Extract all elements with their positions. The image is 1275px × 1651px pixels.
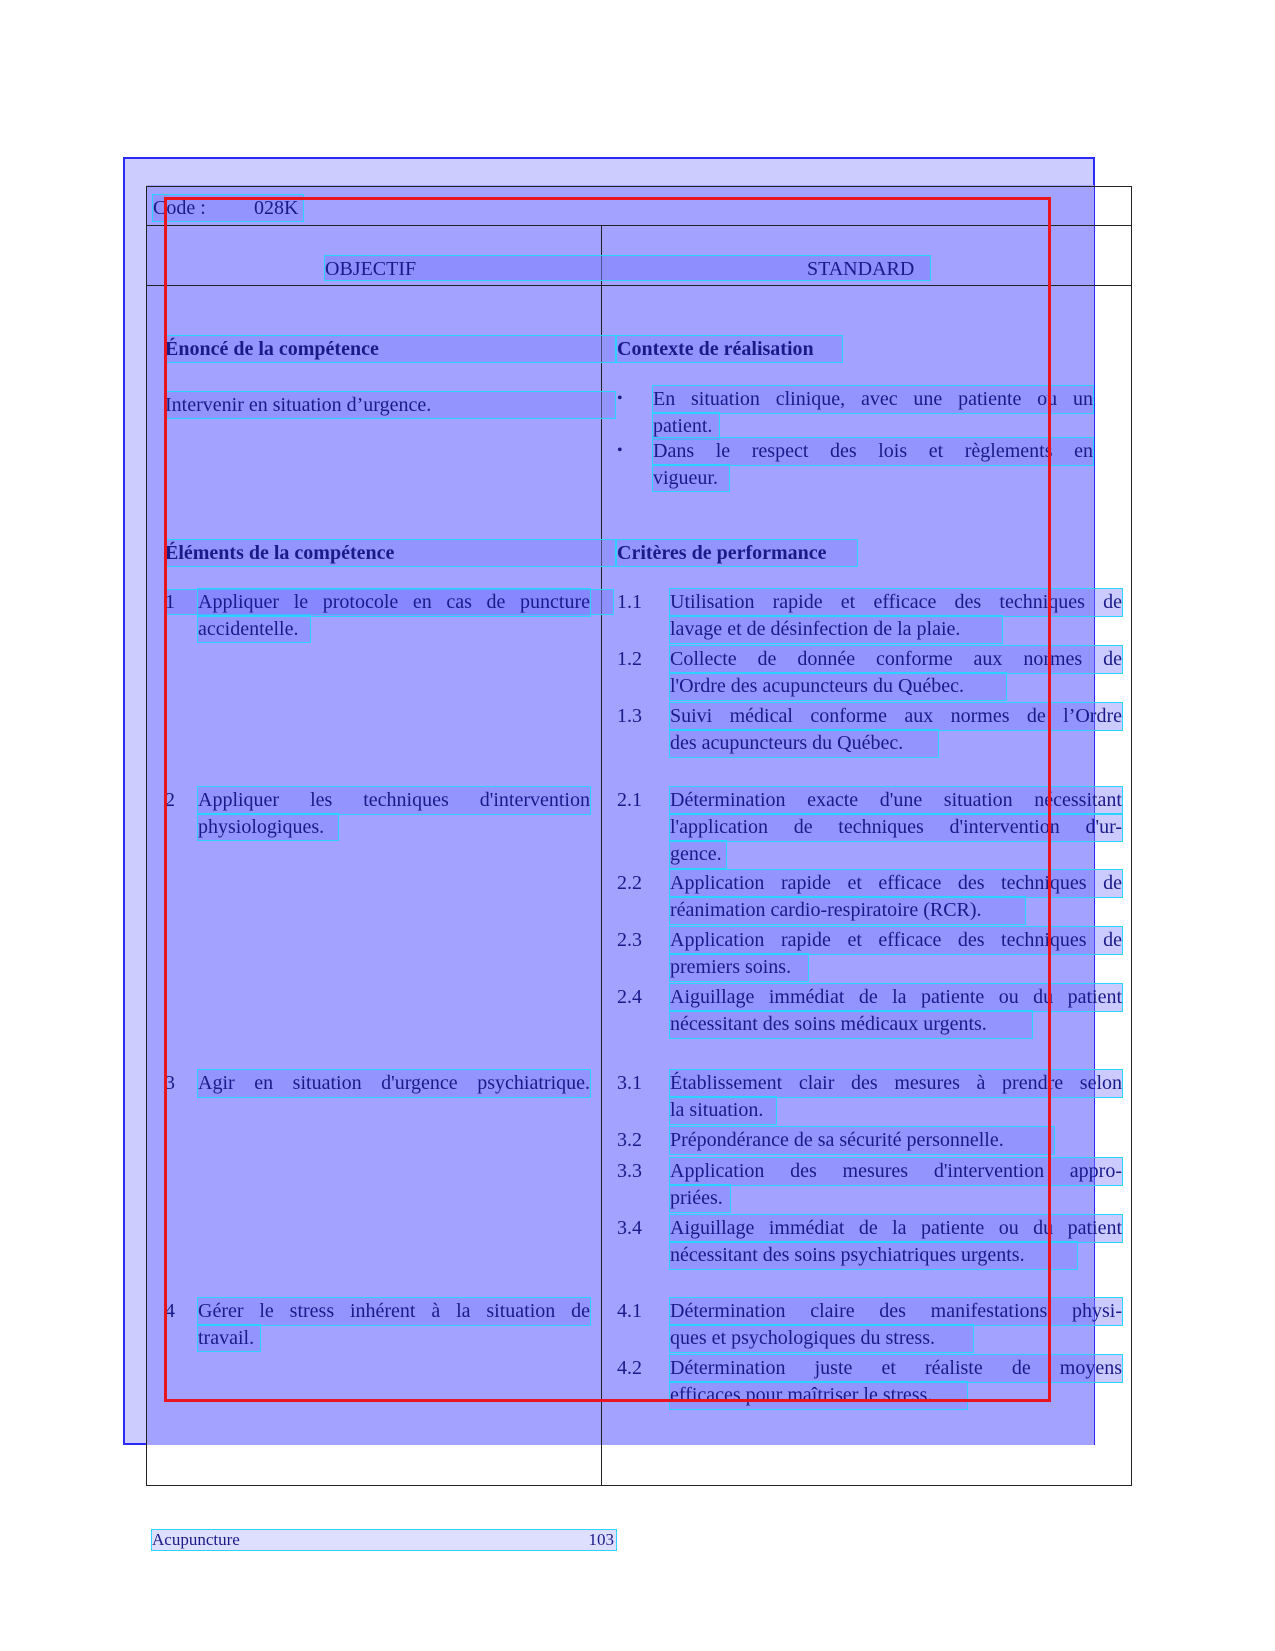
criterion-3-1-line-2: la situation. <box>670 1097 776 1124</box>
contexte-item-2-line-2: vigueur. <box>653 465 729 492</box>
highlight-region <box>164 197 1051 1402</box>
criterion-1-2-line-1: Collecte de donnée conforme aux normes de <box>670 646 1122 673</box>
contexte-bullet-2: • <box>617 442 623 459</box>
element-4-line-2: travail. <box>198 1325 260 1352</box>
element-1-number: 1 <box>165 591 175 613</box>
criterion-1-3-number: 1.3 <box>617 705 642 727</box>
criterion-3-4-number: 3.4 <box>617 1217 642 1239</box>
criterion-4-2-line-1: Détermination juste et réaliste de moyens <box>670 1355 1122 1382</box>
enonce-text: Intervenir en situation d’urgence. <box>165 392 615 418</box>
criterion-2-2-line-2: réanimation cardio-respiratoire (RCR). <box>670 897 1025 924</box>
criterion-4-2-line-2: efficaces pour maîtriser le stress. <box>670 1382 967 1409</box>
criterion-3-4-line-2: nécessitant des soins psychiatriques urgents. <box>670 1242 1077 1269</box>
criterion-1-2-line-2: l'Ordre des acupuncteurs du Québec. <box>670 673 1006 700</box>
criterion-2-4-line-1: Aiguillage immédiat de la patiente ou du patient <box>670 984 1122 1011</box>
criterion-2-4-line-2: nécessitant des soins médicaux urgents. <box>670 1011 1032 1038</box>
criterion-4-2-number: 4.2 <box>617 1357 642 1379</box>
criterion-3-3-line-1: Application des mesures d'intervention appro- <box>670 1158 1122 1185</box>
criterion-2-3-line-1: Application rapide et efficace des techniques de <box>670 927 1122 954</box>
criterion-2-2-number: 2.2 <box>617 872 642 894</box>
element-2-line-1: Appliquer les techniques d'intervention <box>198 787 590 814</box>
criterion-2-1-line-3: gence. <box>670 841 726 868</box>
element-4-line-1: Gérer le stress inhérent à la situation de <box>198 1298 590 1325</box>
criterion-3-2-number: 3.2 <box>617 1129 642 1151</box>
element-1-line-1: Appliquer le protocole en cas de puncture <box>198 589 590 616</box>
contexte-title: Contexte de réalisation <box>617 336 842 362</box>
criterion-1-1-number: 1.1 <box>617 591 642 613</box>
criterion-3-3-line-2: priées. <box>670 1185 730 1212</box>
criterion-4-1-number: 4.1 <box>617 1300 642 1322</box>
contexte-bullet-1: • <box>617 390 623 407</box>
element-3-number: 3 <box>165 1072 175 1094</box>
criterion-3-4-line-1: Aiguillage immédiat de la patiente ou du patient <box>670 1215 1122 1242</box>
enonce-title: Énoncé de la compétence <box>165 336 615 362</box>
contexte-item-2-line-1: Dans le respect des lois et règlements en <box>653 438 1093 465</box>
criterion-3-2-line-1: Prépondérance de sa sécurité personnelle. <box>670 1127 1054 1154</box>
criterion-2-1-number: 2.1 <box>617 789 642 811</box>
elements-title: Éléments de la compétence <box>165 540 615 566</box>
code-value: 028K <box>254 197 299 219</box>
criterion-1-3-line-2: des acupuncteurs du Québec. <box>670 730 938 757</box>
criterion-2-3-number: 2.3 <box>617 929 642 951</box>
criterion-1-1-line-1: Utilisation rapide et efficace des techniques de <box>670 589 1122 616</box>
criterion-1-2-number: 1.2 <box>617 648 642 670</box>
element-3-line-1: Agir en situation d'urgence psychiatrique. <box>198 1070 590 1097</box>
element-4-number: 4 <box>165 1300 175 1322</box>
criterion-4-1-line-2: ques et psychologiques du stress. <box>670 1325 973 1352</box>
criterion-2-1-line-2: l'application de techniques d'intervention d'ur- <box>670 814 1122 841</box>
page-footer <box>152 1530 616 1550</box>
standard-header: STANDARD <box>807 258 915 280</box>
criterion-3-3-number: 3.3 <box>617 1160 642 1182</box>
criterion-1-3-line-1: Suivi médical conforme aux normes de l’Ordre <box>670 703 1122 730</box>
page-number: 103 <box>588 1530 614 1549</box>
element-2-line-2: physiologiques. <box>198 814 338 841</box>
criterion-3-1-line-1: Établissement clair des mesures à prendre selon <box>670 1070 1122 1097</box>
criterion-2-1-line-1: Détermination exacte d'une situation nécessitant <box>670 787 1122 814</box>
criterion-4-1-line-1: Détermination claire des manifestations physi- <box>670 1298 1122 1325</box>
code-label: Code : <box>153 197 206 219</box>
element-2-number: 2 <box>165 789 175 811</box>
criterion-2-4-number: 2.4 <box>617 986 642 1008</box>
element-1-line-2: accidentelle. <box>198 616 310 643</box>
criterion-3-1-number: 3.1 <box>617 1072 642 1094</box>
criterion-2-2-line-1: Application rapide et efficace des techniques de <box>670 870 1122 897</box>
contexte-item-1-line-2: patient. <box>653 413 719 440</box>
objectif-header: OBJECTIF <box>325 258 417 280</box>
footer-title: Acupuncture <box>152 1530 240 1549</box>
contexte-item-1-line-1: En situation clinique, avec une patiente ou un <box>653 386 1093 413</box>
criterion-1-1-line-2: lavage et de désinfection de la plaie. <box>670 616 1002 643</box>
criterion-2-3-line-2: premiers soins. <box>670 954 808 981</box>
criteres-title: Critères de performance <box>617 540 857 566</box>
